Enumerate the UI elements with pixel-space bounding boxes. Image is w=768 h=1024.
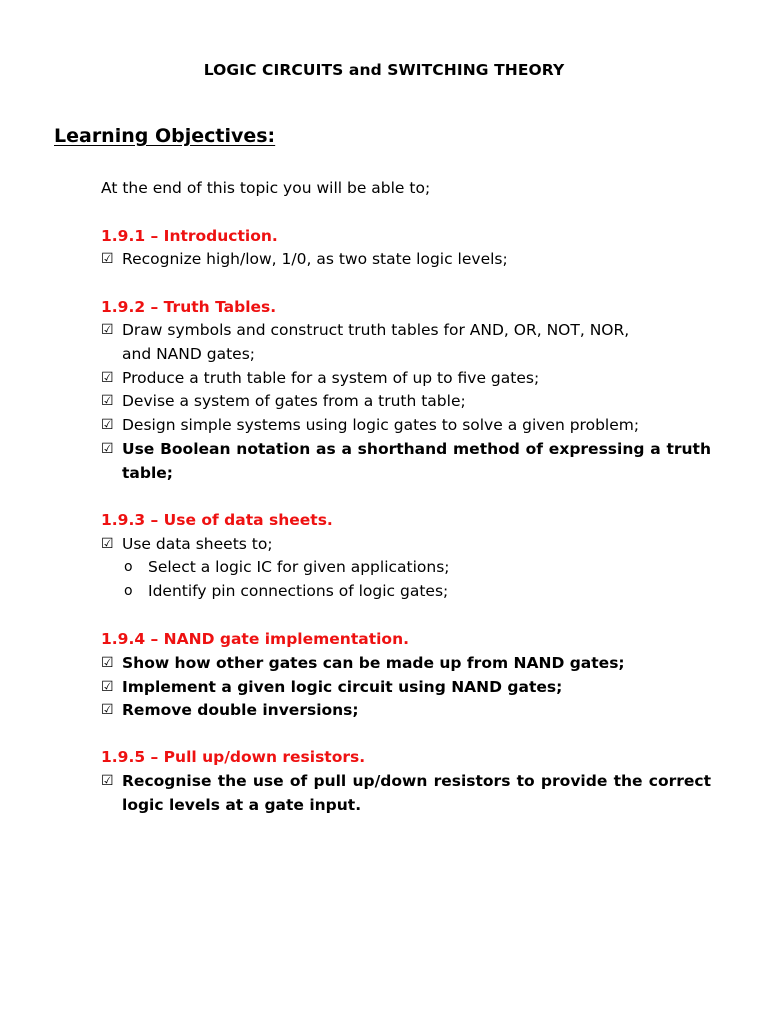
checkbox-icon: ☑ [101,679,114,695]
objective-item-bold: Use Boolean notation as a shorthand method of expressing a truth [122,440,711,458]
checkbox-icon: ☑ [101,322,114,338]
intro-text: At the end of this topic you will be able to; [101,179,431,197]
checkbox-icon: ☑ [101,417,114,433]
circle-bullet-icon: o [124,559,133,575]
checkbox-icon: ☑ [101,655,114,671]
checkbox-icon: ☑ [101,536,114,552]
objective-item: Design simple systems using logic gates to solve a given problem; [122,416,640,434]
checkbox-icon: ☑ [101,773,114,789]
page-title: LOGIC CIRCUITS and SWITCHING THEORY [203,61,565,79]
objective-item-bold: Show how other gates can be made up from NAND gates; [122,654,625,672]
objective-item-continued: and NAND gates; [122,345,255,363]
section-title-data-sheets: 1.9.3 – Use of data sheets. [101,511,333,529]
checkbox-icon: ☑ [101,393,114,409]
section-heading: Learning Objectives: [54,125,276,147]
checkbox-icon: ☑ [101,441,114,457]
section-title-nand-implementation: 1.9.4 – NAND gate implementation. [101,630,409,648]
checkbox-icon: ☑ [101,702,114,718]
sub-item: Select a logic IC for given applications; [148,558,450,576]
checkbox-icon: ☑ [101,370,114,386]
checkbox-icon: ☑ [101,251,114,267]
objective-item-bold: Implement a given logic circuit using NAND gates; [122,678,563,696]
section-title-introduction: 1.9.1 – Introduction. [101,227,278,245]
objective-item: Use data sheets to; [122,535,273,553]
objective-item-bold: Recognise the use of pull up/down resistors to provide the correct [122,772,711,790]
circle-bullet-icon: o [124,583,133,599]
objective-item: Devise a system of gates from a truth table; [122,392,466,410]
objective-item: Recognize high/low, 1/0, as two state logic levels; [122,250,508,268]
objective-item-continued: table; [122,464,173,482]
section-title-truth-tables: 1.9.2 – Truth Tables. [101,298,277,316]
objective-item: Draw symbols and construct truth tables for AND, OR, NOT, NOR, [122,321,630,339]
objective-item: Produce a truth table for a system of up to five gates; [122,369,540,387]
objective-item-continued: logic levels at a gate input. [122,796,362,814]
objective-item-bold: Remove double inversions; [122,701,359,719]
sub-item: Identify pin connections of logic gates; [148,582,449,600]
section-title-pull-resistors: 1.9.5 – Pull up/down resistors. [101,748,366,766]
